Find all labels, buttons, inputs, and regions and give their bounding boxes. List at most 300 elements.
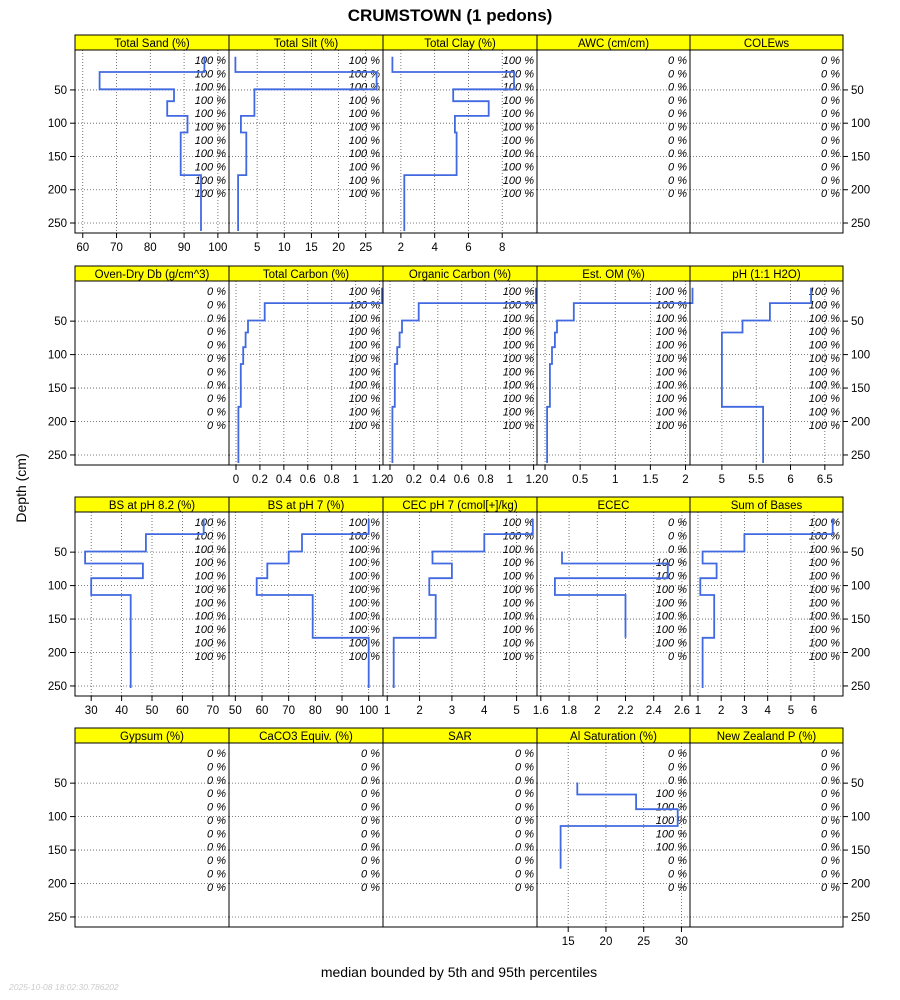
depth-tick-label: 200 xyxy=(47,878,67,891)
depth-tick-label: 250 xyxy=(47,680,67,693)
x-tick-label: 2 xyxy=(682,474,689,486)
completeness-label: 100 % xyxy=(502,326,534,339)
completeness-label: 100 % xyxy=(655,352,687,365)
completeness-label: 100 % xyxy=(194,94,226,107)
completeness-label: 100 % xyxy=(348,54,380,67)
panel xyxy=(383,728,537,927)
depth-tick-label: 200 xyxy=(47,647,67,660)
panel xyxy=(537,728,690,948)
x-tick-label: 25 xyxy=(359,242,373,254)
completeness-label: 0 % xyxy=(207,393,226,406)
completeness-label: 100 % xyxy=(502,637,534,650)
y-axis-title: Depth (cm) xyxy=(13,453,29,523)
x-tick-label: 90 xyxy=(335,705,349,717)
x-tick-label: 2 xyxy=(594,705,601,717)
completeness-label: 100 % xyxy=(194,530,226,543)
completeness-label: 100 % xyxy=(348,610,380,623)
completeness-label: 0 % xyxy=(207,419,226,432)
median-profile-line xyxy=(100,57,205,231)
completeness-label: 100 % xyxy=(348,108,380,121)
x-tick-label: 8 xyxy=(499,242,506,254)
x-tick-label: 80 xyxy=(143,242,157,254)
depth-tick-label: 50 xyxy=(851,778,864,791)
completeness-label: 100 % xyxy=(808,543,840,556)
depth-tick-label: 200 xyxy=(47,416,67,429)
completeness-label: 100 % xyxy=(502,161,534,174)
x-tick-label: 50 xyxy=(228,705,242,717)
x-tick-label: 0 xyxy=(232,474,240,486)
depth-tick-label: 150 xyxy=(851,845,871,858)
panel xyxy=(229,35,383,254)
x-tick-label: 100 xyxy=(359,705,379,717)
x-tick-label: 80 xyxy=(308,705,322,717)
x-tick-label: 2 xyxy=(397,242,405,254)
completeness-label: 0 % xyxy=(668,855,687,868)
x-tick-label: 20 xyxy=(332,242,345,254)
completeness-label: 100 % xyxy=(502,543,534,556)
completeness-label: 100 % xyxy=(808,650,840,663)
completeness-label: 100 % xyxy=(655,299,687,312)
completeness-label: 0 % xyxy=(207,326,226,339)
panel-row xyxy=(48,35,870,254)
x-tick-label: 20 xyxy=(599,936,613,948)
completeness-label: 100 % xyxy=(348,530,380,543)
completeness-label: 0 % xyxy=(361,814,380,827)
depth-tick-label: 250 xyxy=(47,911,67,924)
completeness-label: 100 % xyxy=(502,583,534,596)
completeness-label: 0 % xyxy=(207,814,226,827)
completeness-label: 0 % xyxy=(207,828,226,841)
x-tick-label: 15 xyxy=(561,936,575,948)
completeness-label: 0 % xyxy=(207,801,226,814)
completeness-label: 100 % xyxy=(655,597,687,610)
completeness-label: 0 % xyxy=(668,148,687,161)
median-profile-line xyxy=(722,288,811,463)
median-profile-line xyxy=(85,519,204,688)
x-tick-label: 0.2 xyxy=(251,474,268,486)
completeness-label: 0 % xyxy=(361,868,380,881)
completeness-label: 100 % xyxy=(808,379,840,392)
completeness-label: 100 % xyxy=(194,610,226,623)
x-tick-label: 15 xyxy=(305,242,318,254)
x-tick-label: 6 xyxy=(787,474,794,486)
completeness-label: 0 % xyxy=(361,748,380,761)
completeness-label: 100 % xyxy=(808,326,840,339)
completeness-label: 100 % xyxy=(348,148,380,161)
completeness-label: 100 % xyxy=(808,366,840,379)
completeness-label: 100 % xyxy=(348,121,380,134)
depth-tick-label: 250 xyxy=(47,449,67,462)
completeness-label: 100 % xyxy=(502,570,534,583)
completeness-label: 100 % xyxy=(194,81,226,94)
depth-tick-label: 50 xyxy=(54,778,67,791)
panel xyxy=(383,35,537,254)
completeness-label: 100 % xyxy=(655,286,687,299)
panel-strip-label: Al Saturation (%) xyxy=(570,731,657,743)
completeness-label: 0 % xyxy=(515,761,534,774)
completeness-label: 0 % xyxy=(668,121,687,134)
completeness-label: 0 % xyxy=(668,174,687,187)
completeness-label: 0 % xyxy=(668,94,687,107)
timestamp-label: 2025-10-08 18:02:30.786202 xyxy=(9,982,119,992)
panel-strip-label: AWC (cm/cm) xyxy=(577,38,650,50)
median-profile-line xyxy=(392,57,514,231)
panel-strip-label: BS at pH 7 (%) xyxy=(267,500,345,512)
completeness-label: 0 % xyxy=(821,774,840,787)
completeness-label: 100 % xyxy=(502,299,534,312)
x-tick-label: 4 xyxy=(431,242,438,254)
completeness-label: 100 % xyxy=(348,81,380,94)
x-tick-label: 1.2 xyxy=(371,474,388,486)
completeness-label: 100 % xyxy=(348,326,380,339)
x-tick-label: 60 xyxy=(76,242,90,254)
depth-tick-label: 50 xyxy=(54,316,67,329)
chart-title: CRUMSTOWN (1 pedons) xyxy=(347,6,553,25)
panel xyxy=(229,497,383,717)
completeness-label: 100 % xyxy=(194,624,226,637)
depth-tick-label: 50 xyxy=(54,84,67,97)
completeness-label: 100 % xyxy=(194,570,226,583)
x-tick-label: 0.2 xyxy=(405,474,422,486)
completeness-label: 100 % xyxy=(348,379,380,392)
completeness-label: 0 % xyxy=(821,94,840,107)
completeness-label: 100 % xyxy=(655,570,687,583)
panel-row xyxy=(48,266,870,486)
x-tick-label: 1 xyxy=(384,705,391,717)
completeness-label: 100 % xyxy=(502,557,534,570)
x-tick-label: 100 xyxy=(208,242,228,254)
completeness-label: 100 % xyxy=(808,583,840,596)
x-tick-label: 0.4 xyxy=(275,474,292,486)
completeness-label: 0 % xyxy=(668,761,687,774)
depth-tick-label: 50 xyxy=(851,84,864,97)
completeness-label: 0 % xyxy=(821,828,840,841)
x-tick-label: 30 xyxy=(84,705,98,717)
depth-tick-label: 100 xyxy=(47,580,67,593)
x-tick-label: 25 xyxy=(637,936,651,948)
completeness-label: 0 % xyxy=(668,517,687,530)
x-tick-label: 1.8 xyxy=(561,705,578,717)
completeness-label: 100 % xyxy=(655,814,687,827)
x-tick-label: 2.2 xyxy=(617,705,634,717)
completeness-label: 0 % xyxy=(821,121,840,134)
x-tick-label: 5 xyxy=(787,705,795,717)
panel-row xyxy=(48,497,870,717)
completeness-label: 100 % xyxy=(808,286,840,299)
panel-strip-label: Gypsum (%) xyxy=(120,731,184,743)
completeness-label: 0 % xyxy=(668,748,687,761)
completeness-label: 100 % xyxy=(655,406,687,419)
depth-tick-label: 200 xyxy=(851,647,871,660)
completeness-label: 100 % xyxy=(348,557,380,570)
completeness-label: 0 % xyxy=(207,286,226,299)
completeness-label: 0 % xyxy=(821,761,840,774)
x-tick-label: 60 xyxy=(176,705,189,717)
panel xyxy=(690,728,843,927)
completeness-label: 100 % xyxy=(348,339,380,352)
panel-strip-label: Sum of Bases xyxy=(730,500,803,512)
completeness-label: 100 % xyxy=(808,610,840,623)
x-tick-label: 70 xyxy=(282,705,296,717)
x-tick-label: 1 xyxy=(694,705,702,717)
depth-tick-label: 100 xyxy=(851,580,871,593)
completeness-label: 100 % xyxy=(655,610,687,623)
completeness-label: 100 % xyxy=(502,286,534,299)
completeness-label: 100 % xyxy=(808,339,840,352)
panel xyxy=(537,266,693,486)
completeness-label: 100 % xyxy=(655,624,687,637)
x-tick-label: 4 xyxy=(481,705,488,717)
x-tick-label: 5 xyxy=(513,705,520,717)
depth-tick-label: 100 xyxy=(47,349,67,362)
completeness-label: 0 % xyxy=(515,868,534,881)
completeness-label: 0 % xyxy=(821,134,840,147)
completeness-label: 100 % xyxy=(502,339,534,352)
depth-tick-label: 50 xyxy=(54,547,67,560)
completeness-label: 100 % xyxy=(348,299,380,312)
depth-tick-label: 150 xyxy=(47,383,67,396)
x-tick-label: 0.5 xyxy=(572,474,589,486)
completeness-label: 100 % xyxy=(348,637,380,650)
completeness-label: 0 % xyxy=(515,788,534,801)
completeness-label: 0 % xyxy=(515,855,534,868)
completeness-label: 100 % xyxy=(655,801,687,814)
completeness-label: 100 % xyxy=(655,312,687,325)
panel xyxy=(533,497,690,717)
x-tick-label: 30 xyxy=(675,936,688,948)
completeness-label: 0 % xyxy=(207,788,226,801)
completeness-label: 100 % xyxy=(194,161,226,174)
completeness-label: 0 % xyxy=(515,881,534,894)
completeness-label: 0 % xyxy=(207,339,226,352)
completeness-label: 100 % xyxy=(348,161,380,174)
completeness-label: 0 % xyxy=(668,650,687,663)
completeness-label: 0 % xyxy=(515,774,534,787)
panel-row xyxy=(48,728,870,948)
completeness-label: 100 % xyxy=(502,312,534,325)
completeness-label: 0 % xyxy=(668,161,687,174)
x-tick-label: 50 xyxy=(145,705,159,717)
x-tick-label: 0.4 xyxy=(429,474,446,486)
completeness-label: 0 % xyxy=(515,841,534,854)
panel-strip-label: Total Sand (%) xyxy=(114,38,190,50)
completeness-label: 100 % xyxy=(194,597,226,610)
completeness-label: 100 % xyxy=(655,788,687,801)
completeness-label: 100 % xyxy=(194,188,226,201)
panel-strip-label: Total Silt (%) xyxy=(273,38,339,50)
completeness-label: 0 % xyxy=(207,855,226,868)
completeness-label: 0 % xyxy=(821,161,840,174)
x-tick-label: 1.2 xyxy=(525,474,542,486)
completeness-label: 100 % xyxy=(655,339,687,352)
completeness-label: 100 % xyxy=(194,517,226,530)
x-tick-label: 3 xyxy=(448,705,456,717)
completeness-label: 100 % xyxy=(194,54,226,67)
completeness-label: 0 % xyxy=(821,855,840,868)
completeness-label: 100 % xyxy=(348,312,380,325)
panel-strip-label: CaCO3 Equiv. (%) xyxy=(259,731,353,743)
completeness-label: 100 % xyxy=(502,379,534,392)
panel-strip-label: Total Clay (%) xyxy=(424,38,496,50)
panel-strip-label: Oven-Dry Db (g/cm^3) xyxy=(94,269,210,281)
depth-tick-label: 250 xyxy=(851,911,871,924)
completeness-label: 0 % xyxy=(207,774,226,787)
x-tick-label: 2 xyxy=(717,705,725,717)
completeness-label: 100 % xyxy=(348,406,380,419)
completeness-label: 100 % xyxy=(808,557,840,570)
completeness-label: 0 % xyxy=(361,801,380,814)
panel-strip-label: Total Carbon (%) xyxy=(262,269,350,281)
x-tick-label: 60 xyxy=(255,705,269,717)
completeness-label: 100 % xyxy=(502,650,534,663)
depth-tick-label: 150 xyxy=(851,614,871,627)
depth-tick-label: 50 xyxy=(851,547,864,560)
panel-frame xyxy=(383,743,537,927)
x-tick-label: 1.6 xyxy=(532,705,549,717)
completeness-label: 0 % xyxy=(821,81,840,94)
x-tick-label: 40 xyxy=(115,705,128,717)
completeness-label: 0 % xyxy=(821,54,840,67)
depth-tick-label: 200 xyxy=(851,878,871,891)
x-tick-label: 2.4 xyxy=(645,705,662,717)
completeness-label: 0 % xyxy=(361,881,380,894)
completeness-label: 100 % xyxy=(502,94,534,107)
completeness-label: 0 % xyxy=(207,748,226,761)
x-tick-label: 0.6 xyxy=(299,474,316,486)
completeness-label: 100 % xyxy=(655,637,687,650)
panel-strip-label: ECEC xyxy=(597,500,630,512)
completeness-label: 0 % xyxy=(821,148,840,161)
completeness-label: 100 % xyxy=(808,406,840,419)
completeness-label: 100 % xyxy=(655,393,687,406)
completeness-label: 0 % xyxy=(668,188,687,201)
depth-tick-label: 100 xyxy=(47,118,67,131)
x-tick-label: 90 xyxy=(177,242,191,254)
panel-strip-label: New Zealand P (%) xyxy=(716,731,817,743)
completeness-label: 100 % xyxy=(655,326,687,339)
completeness-label: 100 % xyxy=(808,352,840,365)
panel-strip-label: pH (1:1 H2O) xyxy=(732,269,801,281)
completeness-label: 0 % xyxy=(207,406,226,419)
completeness-label: 0 % xyxy=(821,108,840,121)
panel-frame xyxy=(229,743,383,927)
x-tick-label: 6 xyxy=(810,705,818,717)
depth-tick-label: 150 xyxy=(851,383,871,396)
completeness-label: 100 % xyxy=(655,828,687,841)
completeness-label: 100 % xyxy=(502,188,534,201)
completeness-label: 100 % xyxy=(502,54,534,67)
completeness-label: 100 % xyxy=(808,570,840,583)
completeness-label: 0 % xyxy=(668,530,687,543)
completeness-label: 100 % xyxy=(348,650,380,663)
x-tick-label: 6.5 xyxy=(816,474,833,486)
panel-frame xyxy=(75,743,229,927)
completeness-label: 100 % xyxy=(808,624,840,637)
panel xyxy=(75,497,229,717)
completeness-label: 0 % xyxy=(821,788,840,801)
panel xyxy=(690,266,843,486)
completeness-label: 0 % xyxy=(668,134,687,147)
completeness-label: 0 % xyxy=(361,828,380,841)
completeness-label: 0 % xyxy=(668,543,687,556)
completeness-label: 0 % xyxy=(207,868,226,881)
panel xyxy=(537,35,690,233)
completeness-label: 0 % xyxy=(515,748,534,761)
completeness-label: 0 % xyxy=(207,881,226,894)
completeness-label: 0 % xyxy=(207,366,226,379)
panel xyxy=(383,266,542,486)
completeness-label: 100 % xyxy=(808,312,840,325)
completeness-label: 100 % xyxy=(348,393,380,406)
completeness-label: 100 % xyxy=(194,68,226,81)
completeness-label: 100 % xyxy=(502,148,534,161)
x-tick-label: 2 xyxy=(416,705,423,717)
completeness-label: 0 % xyxy=(361,788,380,801)
panel-strip-label: COLEws xyxy=(743,38,790,50)
x-tick-label: 1.5 xyxy=(642,474,659,486)
completeness-label: 0 % xyxy=(821,868,840,881)
completeness-label: 100 % xyxy=(502,174,534,187)
completeness-label: 100 % xyxy=(194,108,226,121)
x-tick-label: 70 xyxy=(206,705,220,717)
completeness-label: 0 % xyxy=(668,868,687,881)
depth-tick-label: 50 xyxy=(851,316,864,329)
completeness-label: 0 % xyxy=(361,761,380,774)
completeness-label: 100 % xyxy=(502,406,534,419)
completeness-label: 100 % xyxy=(502,419,534,432)
completeness-label: 100 % xyxy=(348,543,380,556)
completeness-label: 100 % xyxy=(348,352,380,365)
x-tick-label: 2.6 xyxy=(673,705,690,717)
panel xyxy=(690,35,843,233)
depth-tick-label: 100 xyxy=(851,118,871,131)
completeness-label: 0 % xyxy=(668,68,687,81)
completeness-label: 100 % xyxy=(808,597,840,610)
completeness-label: 100 % xyxy=(655,841,687,854)
completeness-label: 100 % xyxy=(348,597,380,610)
completeness-label: 100 % xyxy=(194,650,226,663)
completeness-label: 0 % xyxy=(207,352,226,365)
x-tick-label: 3 xyxy=(741,705,748,717)
x-tick-label: 0.6 xyxy=(453,474,470,486)
completeness-label: 0 % xyxy=(821,188,840,201)
depth-tick-label: 150 xyxy=(47,845,67,858)
x-tick-label: 0.8 xyxy=(323,474,340,486)
completeness-label: 100 % xyxy=(502,352,534,365)
completeness-label: 0 % xyxy=(207,312,226,325)
x-axis-title: median bounded by 5th and 95th percentiles xyxy=(320,964,598,980)
median-profile-line xyxy=(555,552,668,638)
x-tick-label: 70 xyxy=(110,242,123,254)
completeness-label: 100 % xyxy=(194,121,226,134)
x-tick-label: 5 xyxy=(718,474,726,486)
completeness-label: 0 % xyxy=(821,748,840,761)
x-tick-label: 1 xyxy=(612,474,619,486)
completeness-label: 0 % xyxy=(207,761,226,774)
completeness-label: 100 % xyxy=(194,557,226,570)
completeness-label: 100 % xyxy=(502,624,534,637)
completeness-label: 0 % xyxy=(361,841,380,854)
completeness-label: 100 % xyxy=(348,366,380,379)
completeness-label: 0 % xyxy=(821,841,840,854)
depth-tick-label: 250 xyxy=(851,218,871,231)
x-tick-label: 5.5 xyxy=(748,474,765,486)
completeness-label: 100 % xyxy=(655,583,687,596)
completeness-label: 0 % xyxy=(668,54,687,67)
completeness-label: 100 % xyxy=(348,624,380,637)
completeness-label: 0 % xyxy=(821,68,840,81)
completeness-label: 0 % xyxy=(668,881,687,894)
